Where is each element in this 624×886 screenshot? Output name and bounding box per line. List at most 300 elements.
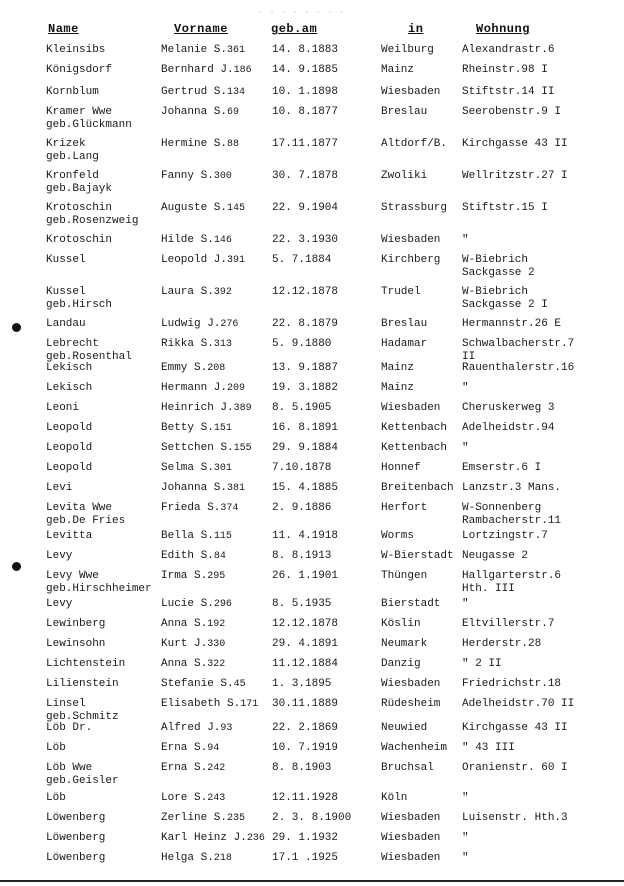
residence-line: Oranienstr. 60 I: [462, 762, 568, 774]
residence-line: ": [462, 832, 469, 844]
register-number: 84: [213, 551, 226, 562]
register-number: 242: [207, 763, 226, 774]
birth-place: Hadamar: [381, 338, 428, 350]
surname-cell: [46, 502, 125, 528]
register-number: 69: [227, 107, 240, 118]
surname-cell: [46, 762, 119, 788]
register-number: 295: [207, 571, 226, 582]
residence-cell: [462, 106, 561, 119]
surname-cell: [46, 598, 72, 611]
residence-cell: [462, 318, 561, 331]
surname-cell: [46, 832, 105, 845]
first-name-cell: [161, 638, 225, 651]
surname: Levitta: [46, 530, 93, 542]
birth-date: 13. 9.1887: [272, 362, 339, 374]
register-number: 389: [233, 403, 252, 414]
residence-cell: [462, 462, 541, 475]
register-number: 322: [207, 659, 226, 670]
surname-cell: [46, 170, 112, 196]
register-number: 243: [207, 793, 226, 804]
header-name: Name: [48, 22, 79, 36]
first-name: Frieda S.: [161, 502, 221, 514]
register-number: 330: [207, 639, 226, 650]
residence-line: ": [462, 852, 469, 864]
birth-date: 29. 9.1884: [272, 442, 339, 454]
first-name: Hermine S.: [161, 138, 228, 150]
header-in: in: [408, 22, 424, 36]
first-name: Anna S.: [161, 658, 208, 670]
surname-cell: [46, 382, 92, 395]
first-name: Gertrud S.: [161, 86, 228, 98]
birth-place: Breslau: [381, 318, 428, 330]
birth-place: Weilburg: [381, 44, 434, 56]
residence-cell: [462, 832, 469, 845]
birth-date: 5. 7.1884: [272, 254, 332, 266]
first-name-cell: [161, 338, 232, 351]
residence-cell: [462, 64, 548, 77]
maiden-name: geb.Lang: [46, 151, 99, 163]
surname-cell: [46, 64, 112, 77]
residence-cell: [462, 170, 568, 183]
first-name-cell: [161, 202, 245, 215]
register-number: 45: [233, 679, 246, 690]
register-number: 236: [246, 833, 265, 844]
maiden-name: geb.Rosenthal: [46, 351, 132, 363]
first-name: Karl Heinz J.: [161, 832, 247, 844]
residence-line: ": [462, 382, 469, 394]
surname: Levi: [46, 482, 73, 494]
residence-cell: [462, 482, 561, 495]
residence-cell: [462, 598, 469, 611]
residence-line: Alexandrastr.6: [462, 44, 555, 56]
birth-place: Neumark: [381, 638, 428, 650]
birth-place: Kirchberg: [381, 254, 441, 266]
register-number: 94: [207, 743, 220, 754]
maiden-name: geb.Bajayk: [46, 183, 113, 195]
birth-place: Herfort: [381, 502, 428, 514]
surname-cell: [46, 618, 105, 631]
surname-cell: [46, 722, 92, 735]
birth-date: 11.12.1884: [272, 658, 339, 670]
register-number: 145: [227, 203, 246, 214]
first-name: Lore S.: [161, 792, 208, 804]
surname-cell: [46, 402, 79, 415]
residence-line: Adelheidstr.70 II: [462, 698, 575, 710]
residence-line: Hth. III: [462, 583, 515, 595]
residence-cell: [462, 742, 515, 755]
first-name: Selma S.: [161, 462, 214, 474]
first-name: Heinrich J.: [161, 402, 234, 414]
residence-line: Herderstr.28: [462, 638, 542, 650]
first-name: Stefanie S.: [161, 678, 234, 690]
residence-line: Cheruskerweg 3: [462, 402, 555, 414]
first-name: Settchen S.: [161, 442, 234, 454]
residence-cell: [462, 618, 554, 631]
residence-cell: [462, 44, 554, 57]
birth-place: Strassburg: [381, 202, 448, 214]
surname: Landau: [46, 318, 86, 330]
first-name-cell: [161, 286, 232, 299]
birth-date: 22. 2.1869: [272, 722, 339, 734]
birth-place: Mainz: [381, 64, 415, 76]
register-number: 151: [213, 423, 232, 434]
first-name: Lucie S.: [161, 598, 214, 610]
birth-date: 10. 1.1898: [272, 86, 339, 98]
birth-place: Mainz: [381, 362, 415, 374]
first-name: Rikka S.: [161, 338, 214, 350]
surname: Königsdorf: [46, 64, 113, 76]
residence-cell: [462, 530, 548, 543]
residence-line: Rambacherstr.11: [462, 515, 562, 527]
faint-mark: · · · · · · · ·: [258, 8, 346, 17]
surname: Krotoschin: [46, 202, 113, 214]
residence-line: ": [462, 442, 469, 454]
first-name: Hilde S.: [161, 234, 214, 246]
surname: Löb: [46, 792, 66, 804]
surname-cell: [46, 852, 105, 865]
birth-date: 14. 8.1883: [272, 44, 339, 56]
surname: Löb: [46, 742, 66, 754]
birth-date: 12.12.1878: [272, 618, 339, 630]
residence-line: Sackgasse 2: [462, 267, 535, 279]
birth-date: 26. 1.1901: [272, 570, 339, 582]
birth-date: 17.11.1877: [272, 138, 339, 150]
residence-cell: [462, 234, 469, 247]
birth-date: 2. 9.1886: [272, 502, 332, 514]
surname-cell: [46, 530, 92, 543]
register-number: 374: [220, 503, 239, 514]
surname-cell: [46, 202, 138, 228]
birth-place: Wiesbaden: [381, 852, 441, 864]
header-geb: geb.am: [271, 22, 318, 36]
surname: Levy Wwe: [46, 570, 99, 582]
first-name: Anna S.: [161, 618, 208, 630]
first-name: Auguste S.: [161, 202, 228, 214]
birth-date: 17.1 .1925: [272, 852, 339, 864]
residence-line: Hermannstr.26 E: [462, 318, 562, 330]
punch-hole-mark: [12, 323, 21, 332]
birth-date: 8. 5.1905: [272, 402, 332, 414]
first-name-cell: [161, 570, 225, 583]
surname-cell: [46, 234, 112, 247]
register-number: 208: [207, 363, 226, 374]
residence-line: Luisenstr. Hth.3: [462, 812, 568, 824]
first-name-cell: [161, 44, 245, 57]
maiden-name: geb.Geisler: [46, 775, 119, 787]
register-number: 209: [227, 383, 246, 394]
first-name: Hermann J.: [161, 382, 228, 394]
punch-hole-mark: [12, 562, 21, 571]
birth-date: 1. 3.1895: [272, 678, 332, 690]
surname-cell: [46, 482, 72, 495]
first-name: Laura S.: [161, 286, 214, 298]
birth-place: Breitenbach: [381, 482, 454, 494]
residence-line: II: [462, 351, 476, 363]
first-name: Edith S.: [161, 550, 214, 562]
residence-cell: [462, 550, 528, 563]
first-name-cell: [161, 86, 245, 99]
birth-place: Mainz: [381, 382, 415, 394]
birth-place: Altdorf/B.: [381, 138, 448, 150]
surname-cell: [46, 678, 119, 691]
register-number: 391: [227, 255, 246, 266]
residence-cell: [462, 402, 554, 415]
birth-place: Bierstadt: [381, 598, 441, 610]
surname: Lebrecht: [46, 338, 99, 350]
birth-place: Wachenheim: [381, 742, 448, 754]
birth-place: Bruchsal: [381, 762, 434, 774]
residence-cell: [462, 86, 554, 99]
surname: Leoni: [46, 402, 80, 414]
residence-line: Lortzingstr.7: [462, 530, 548, 542]
birth-date: 8. 8.1903: [272, 762, 332, 774]
birth-date: 30.11.1889: [272, 698, 339, 710]
first-name-cell: [161, 318, 238, 331]
first-name: Bernhard J.: [161, 64, 234, 76]
residence-line: W-Biebrich: [462, 254, 529, 266]
birth-date: 12.11.1928: [272, 792, 339, 804]
birth-place: Wiesbaden: [381, 86, 441, 98]
residence-cell: [462, 812, 568, 825]
residence-line: Emserstr.6 I: [462, 462, 542, 474]
birth-date: 2. 3. 8.1900: [272, 812, 352, 824]
bottom-rule: [0, 880, 624, 882]
first-name: Zerline S.: [161, 812, 228, 824]
first-name: Bella S.: [161, 530, 214, 542]
birth-place: Thüngen: [381, 570, 428, 582]
residence-cell: [462, 638, 541, 651]
first-name: Johanna S.: [161, 482, 228, 494]
surname-cell: [46, 570, 152, 596]
birth-place: Breslau: [381, 106, 428, 118]
birth-date: 16. 8.1891: [272, 422, 339, 434]
birth-date: 10. 8.1877: [272, 106, 339, 118]
register-number: 300: [213, 171, 232, 182]
surname: Leopold: [46, 442, 93, 454]
birth-place: W-Bierstadt: [381, 550, 454, 562]
surname-cell: [46, 138, 99, 164]
birth-date: 14. 9.1885: [272, 64, 339, 76]
residence-cell: [462, 678, 561, 691]
register-number: 313: [213, 339, 232, 350]
register-number: 192: [207, 619, 226, 630]
residence-line: " 43 III: [462, 742, 515, 754]
maiden-name: geb.Hirschheimer: [46, 583, 152, 595]
surname-cell: [46, 254, 86, 267]
residence-line: Sackgasse 2 I: [462, 299, 548, 311]
surname: Levy: [46, 550, 73, 562]
surname: Kramer Wwe: [46, 106, 113, 118]
first-name-cell: [161, 502, 238, 515]
surname-cell: [46, 658, 125, 671]
first-name-cell: [161, 832, 265, 845]
first-name-cell: [161, 698, 258, 711]
first-name-cell: [161, 722, 232, 735]
residence-line: Stiftstr.14 II: [462, 86, 555, 98]
birth-date: 30. 7.1878: [272, 170, 339, 182]
birth-place: Rüdesheim: [381, 698, 441, 710]
surname: Löb Dr.: [46, 722, 93, 734]
residence-line: ": [462, 598, 469, 610]
first-name-cell: [161, 362, 225, 375]
residence-cell: [462, 338, 574, 364]
surname: Löwenberg: [46, 832, 106, 844]
first-name-cell: [161, 792, 225, 805]
first-name: Erna S.: [161, 742, 208, 754]
register-number: 186: [233, 65, 252, 76]
residence-line: Neugasse 2: [462, 550, 529, 562]
surname: Lewinsohn: [46, 638, 106, 650]
birth-date: 11. 4.1918: [272, 530, 339, 542]
register-number: 155: [233, 443, 252, 454]
birth-place: Wiesbaden: [381, 234, 441, 246]
residence-line: W-Sonnenberg: [462, 502, 542, 514]
residence-line: Stiftstr.15 I: [462, 202, 548, 214]
first-name-cell: [161, 402, 252, 415]
birth-date: 19. 3.1882: [272, 382, 339, 394]
register-number: 115: [213, 531, 232, 542]
first-name-cell: [161, 170, 232, 183]
register-number: 276: [220, 319, 239, 330]
first-name: Erna S.: [161, 762, 208, 774]
surname-cell: [46, 422, 92, 435]
first-name: Kurt J.: [161, 638, 208, 650]
surname: Kussel: [46, 254, 86, 266]
residence-line: Kirchgasse 43 II: [462, 138, 568, 150]
birth-place: Neuwied: [381, 722, 428, 734]
residence-cell: [462, 502, 561, 528]
residence-line: Rauenthalerstr.16: [462, 362, 575, 374]
residence-cell: [462, 852, 469, 865]
birth-date: 22. 8.1879: [272, 318, 339, 330]
register-number: 301: [213, 463, 232, 474]
surname-cell: [46, 698, 119, 724]
first-name-cell: [161, 106, 239, 119]
residence-line: Friedrichstr.18: [462, 678, 562, 690]
residence-line: Kirchgasse 43 II: [462, 722, 568, 734]
surname-cell: [46, 318, 86, 331]
surname-cell: [46, 338, 132, 364]
residence-cell: [462, 698, 574, 711]
maiden-name: geb.Hirsch: [46, 299, 113, 311]
first-name-cell: [161, 422, 232, 435]
surname-cell: [46, 742, 66, 755]
surname: Lichtenstein: [46, 658, 126, 670]
surname: Levy: [46, 598, 73, 610]
birth-place: Zwoliki: [381, 170, 428, 182]
first-name-cell: [161, 234, 232, 247]
first-name: Melanie S.: [161, 44, 228, 56]
first-name-cell: [161, 482, 245, 495]
surname-cell: [46, 106, 132, 132]
first-name-cell: [161, 462, 232, 475]
surname: Krotoschin: [46, 234, 113, 246]
birth-place: Köslin: [381, 618, 421, 630]
first-name: Elisabeth S.: [161, 698, 241, 710]
surname: Kronfeld: [46, 170, 99, 182]
residence-cell: [462, 202, 548, 215]
birth-date: 22. 9.1904: [272, 202, 339, 214]
residence-cell: [462, 286, 548, 312]
residence-line: Eltvillerstr.7: [462, 618, 555, 630]
surname-cell: [46, 286, 112, 312]
surname-cell: [46, 812, 105, 825]
surname-cell: [46, 86, 99, 99]
residence-cell: [462, 658, 502, 671]
surname-cell: [46, 362, 92, 375]
residence-line: Rheinstr.98 I: [462, 64, 548, 76]
residence-line: Wellritzstr.27 I: [462, 170, 568, 182]
surname: Lekisch: [46, 362, 93, 374]
first-name: Helga S.: [161, 852, 214, 864]
residence-cell: [462, 254, 535, 280]
residence-cell: [462, 792, 469, 805]
first-name-cell: [161, 678, 246, 691]
first-name-cell: [161, 138, 239, 151]
first-name: Betty S.: [161, 422, 214, 434]
surname-cell: [46, 638, 105, 651]
birth-date: 22. 3.1930: [272, 234, 339, 246]
residence-line: Hallgarterstr.6: [462, 570, 562, 582]
residence-line: Lanzstr.3 Mans.: [462, 482, 562, 494]
birth-date: 29. 1.1932: [272, 832, 339, 844]
residence-line: Seerobenstr.9 I: [462, 106, 562, 118]
first-name: Fanny S.: [161, 170, 214, 182]
register-number: 361: [227, 45, 246, 56]
maiden-name: geb.Glückmann: [46, 119, 132, 131]
surname: Krizek: [46, 138, 86, 150]
residence-line: ": [462, 792, 469, 804]
first-name-cell: [161, 852, 232, 865]
surname-cell: [46, 550, 72, 563]
first-name-cell: [161, 742, 219, 755]
birth-place: Worms: [381, 530, 415, 542]
maiden-name: geb.Schmitz: [46, 711, 119, 723]
birth-date: 7.10.1878: [272, 462, 332, 474]
first-name: Johanna S.: [161, 106, 228, 118]
first-name-cell: [161, 598, 232, 611]
surname-cell: [46, 462, 92, 475]
first-name-cell: [161, 64, 252, 77]
first-name-cell: [161, 658, 225, 671]
register-number: 93: [220, 723, 233, 734]
residence-line: W-Biebrich: [462, 286, 529, 298]
surname: Leopold: [46, 462, 93, 474]
residence-cell: [462, 722, 568, 735]
first-name-cell: [161, 618, 225, 631]
residence-line: " 2 II: [462, 658, 502, 670]
residence-cell: [462, 138, 568, 151]
residence-line: Schwalbacherstr.7: [462, 338, 575, 350]
surname: Linsel: [46, 698, 86, 710]
surname: Löwenberg: [46, 852, 106, 864]
residence-cell: [462, 362, 574, 375]
residence-line: Adelheidstr.94: [462, 422, 555, 434]
surname-cell: [46, 44, 105, 57]
register-number: 381: [227, 483, 246, 494]
birth-date: 5. 9.1880: [272, 338, 332, 350]
surname-cell: [46, 442, 92, 455]
first-name: Leopold J.: [161, 254, 228, 266]
birth-date: 8. 5.1935: [272, 598, 332, 610]
birth-date: 10. 7.1919: [272, 742, 339, 754]
first-name-cell: [161, 254, 245, 267]
surname: Lewinberg: [46, 618, 106, 630]
residence-line: ": [462, 234, 469, 246]
birth-date: 8. 8.1913: [272, 550, 332, 562]
first-name-cell: [161, 550, 226, 563]
register-number: 392: [213, 287, 232, 298]
